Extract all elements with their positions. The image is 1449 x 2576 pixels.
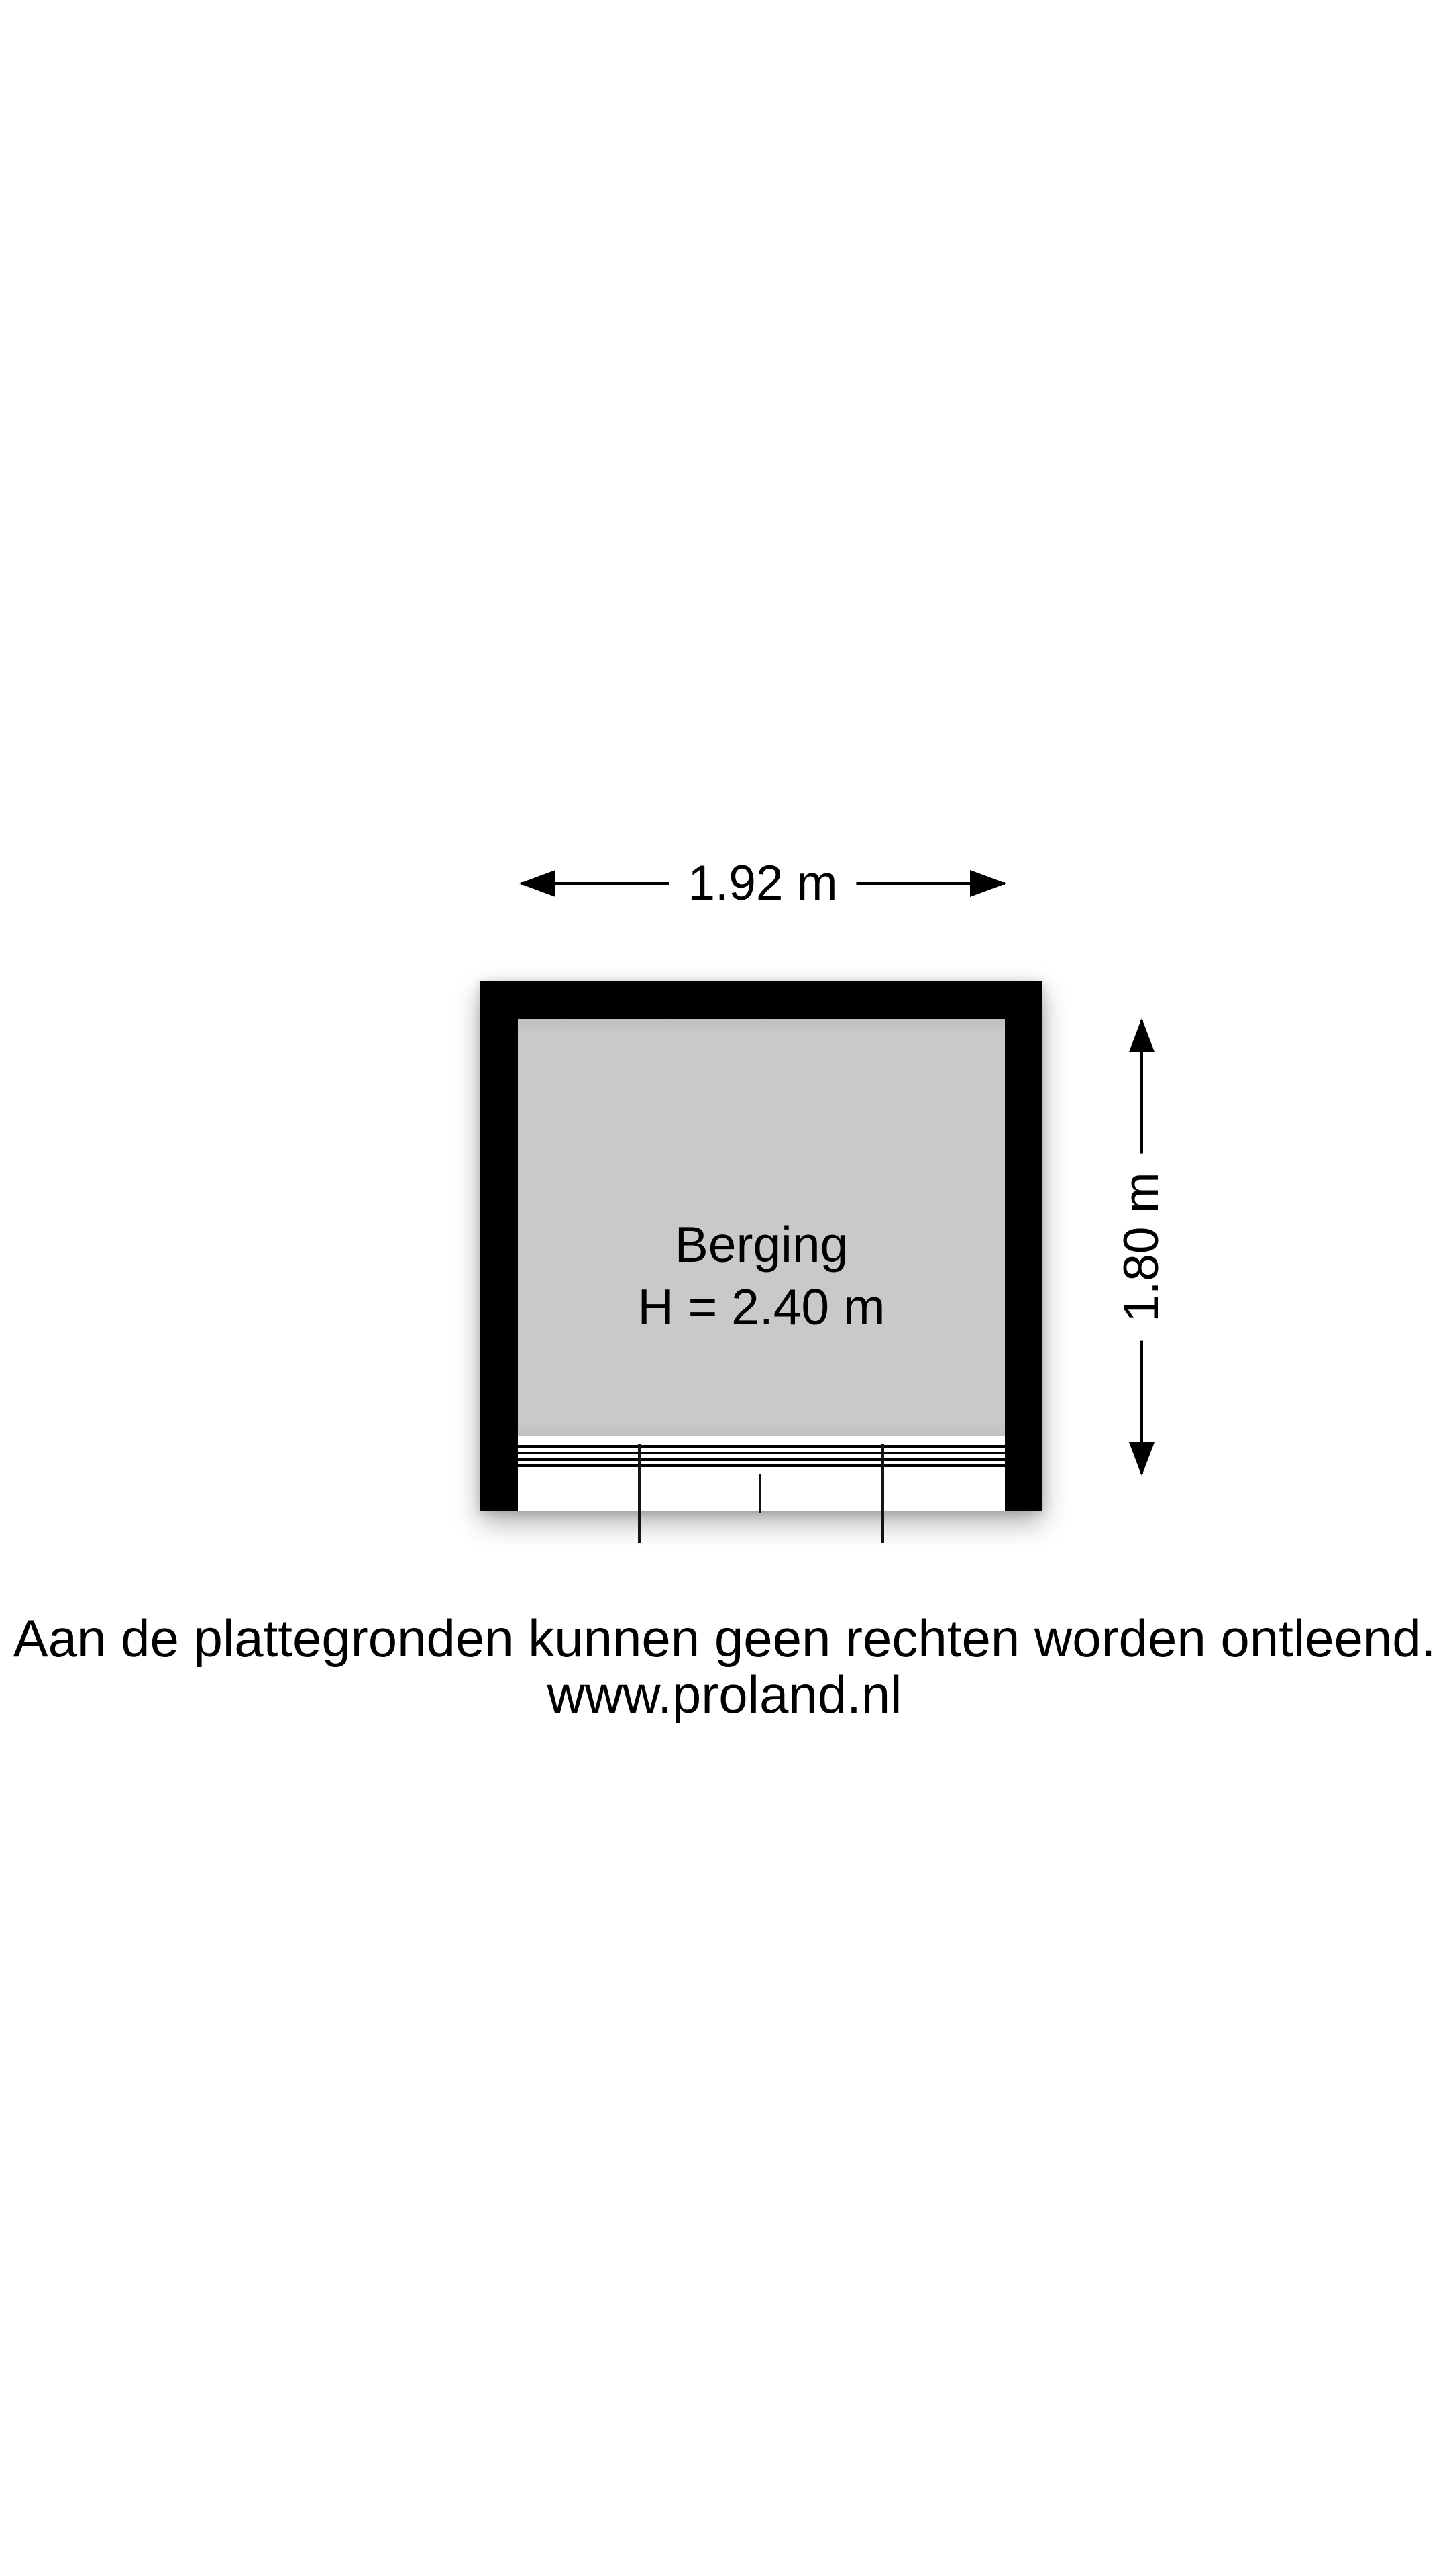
door-divider-right [881,1444,884,1543]
door-divider-left [638,1444,641,1543]
arrow-up-icon [1129,1018,1155,1052]
room-floor [518,1019,1005,1474]
arrow-right-icon [970,870,1006,897]
slatted-door [518,1436,1005,1474]
website-text: www.proland.nl [547,1665,902,1724]
room-label [518,1214,1005,1338]
room-name: Berging [674,1216,849,1273]
arrow-left-icon [519,870,555,897]
footer [0,1610,1449,1723]
door-divider-middle [759,1474,761,1513]
depth-dimension [1115,1018,1169,1476]
room-outline [480,981,1042,1511]
width-dimension-label: 1.92 m [669,855,856,912]
disclaimer-text: Aan de plattegronden kunnen geen rechten worden ontleend. [13,1609,1436,1668]
width-dimension [519,855,1006,912]
depth-dimension-label: 1.80 m [1114,1153,1170,1340]
arrow-down-icon [1129,1442,1155,1476]
ceiling-height-label: H = 2.40 m [637,1279,885,1335]
